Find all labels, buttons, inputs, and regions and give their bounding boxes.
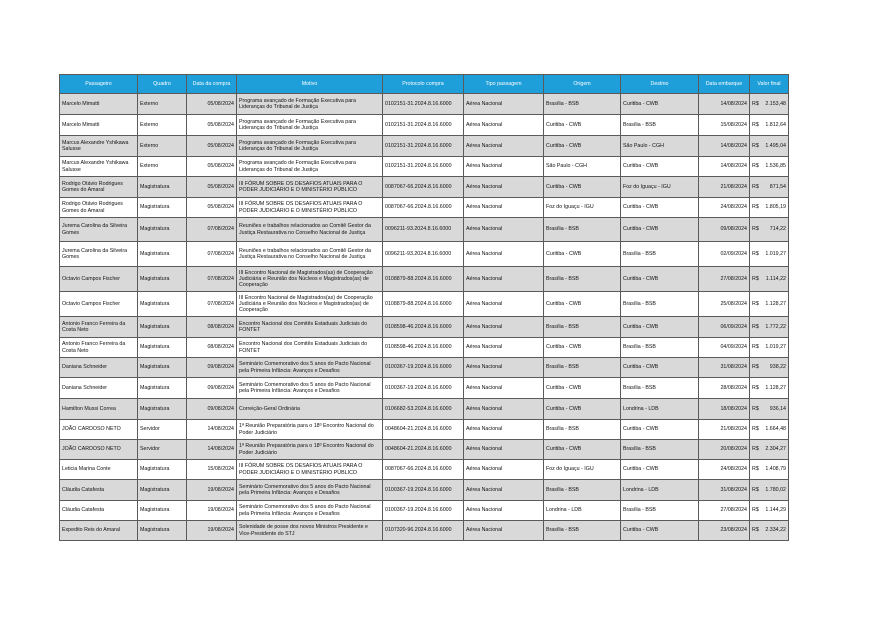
destino-cell: Brasília - BSB	[621, 440, 699, 460]
valor-final-cell	[750, 358, 789, 378]
valor-final-cell	[750, 501, 789, 521]
table-row	[60, 177, 789, 198]
data-compra-cell: 08/08/2024	[187, 317, 237, 338]
header-valor-final: Valor final	[750, 75, 789, 94]
origem-cell: Londrina - LDB	[544, 501, 621, 521]
tipo-passagem-cell: Aérea Nacional	[464, 378, 544, 399]
valor-final-cell	[750, 292, 789, 317]
valor-final-cell	[750, 136, 789, 157]
tipo-passagem-cell: Aérea Nacional	[464, 460, 544, 480]
quadro-cell: Magistratura	[138, 358, 187, 378]
currency-symbol: R$	[752, 275, 759, 282]
origem-cell: São Paulo - CGH	[544, 157, 621, 177]
protocolo-cell: 0108879-88.2024.8.16.6000	[383, 292, 464, 317]
motivo-cell: Seminário Comemorativo dos 5 anos do Pacto Nacional pela Primeira Infância: Avanços e Desafios	[237, 480, 383, 501]
destino-cell: Curitiba - CWB	[621, 317, 699, 338]
protocolo-cell: 0087067-66.2024.8.16.6000	[383, 460, 464, 480]
data-compra-cell: 07/08/2024	[187, 242, 237, 267]
data-embarque-cell: 04/09/2024	[699, 338, 750, 358]
destino-cell: Curitiba - CWB	[621, 420, 699, 440]
amount-value: 714,22	[769, 226, 786, 233]
origem-cell: Foz do Iguaçu - IGU	[544, 460, 621, 480]
tipo-passagem-cell: Aérea Nacional	[464, 115, 544, 136]
quadro-cell: Servidor	[138, 420, 187, 440]
tipo-passagem-cell: Aérea Nacional	[464, 317, 544, 338]
quadro-cell: Magistratura	[138, 177, 187, 198]
data-embarque-cell: 31/08/2024	[699, 358, 750, 378]
valor-final-cell	[750, 94, 789, 115]
header-data-compra: Data da compra	[187, 75, 237, 94]
valor-final-cell	[750, 242, 789, 267]
table-row	[60, 292, 789, 317]
protocolo-cell: 0102151-31.2024.8.16.6000	[383, 115, 464, 136]
currency-symbol: R$	[752, 323, 759, 330]
origem-cell: Curitiba - CWB	[544, 115, 621, 136]
table-row	[60, 218, 789, 242]
data-compra-cell: 09/08/2024	[187, 358, 237, 378]
quadro-cell: Magistratura	[138, 218, 187, 242]
motivo-cell: III FÓRUM SOBRE OS DESAFIOS ATUAIS PARA O PODER JUDICIÁRIO E O MINISTÉRIO PÚBLICO	[237, 198, 383, 218]
quadro-cell: Externo	[138, 94, 187, 115]
quadro-cell: Externo	[138, 115, 187, 136]
currency-symbol: R$	[752, 364, 759, 371]
origem-cell: Curitiba - CWB	[544, 292, 621, 317]
currency-symbol: R$	[752, 446, 759, 453]
motivo-cell: 1ª Reunião Preparatória para o 18º Encontro Nacional do Poder Judiciário	[237, 420, 383, 440]
passageiro-cell: Cláudia Catafesta	[60, 501, 138, 521]
origem-cell: Brasília - BSB	[544, 218, 621, 242]
header-data-embarque: Data embarque	[699, 75, 750, 94]
tipo-passagem-cell: Aérea Nacional	[464, 198, 544, 218]
data-embarque-cell: 21/08/2024	[699, 177, 750, 198]
quadro-cell: Magistratura	[138, 460, 187, 480]
amount-value: 1.664,48	[765, 426, 786, 433]
passageiro-cell: Cláudia Catafesta	[60, 480, 138, 501]
passageiro-cell: Antonio Franco Ferreira da Costa Neto	[60, 317, 138, 338]
protocolo-cell: 0048604-21.2024.8.16.6000	[383, 420, 464, 440]
data-embarque-cell: 25/08/2024	[699, 292, 750, 317]
header-destino: Destino	[621, 75, 699, 94]
currency-symbol: R$	[752, 466, 759, 473]
data-compra-cell: 09/08/2024	[187, 399, 237, 420]
data-embarque-cell: 20/08/2024	[699, 440, 750, 460]
tipo-passagem-cell: Aérea Nacional	[464, 501, 544, 521]
travel-expenses-table	[59, 74, 789, 541]
data-compra-cell: 05/08/2024	[187, 198, 237, 218]
quadro-cell: Magistratura	[138, 292, 187, 317]
passageiro-cell: Octavio Campos Fischer	[60, 267, 138, 292]
table-row	[60, 317, 789, 338]
motivo-cell: III FÓRUM SOBRE OS DESAFIOS ATUAIS PARA O PODER JUDICIÁRIO E O MINISTÉRIO PÚBLICO	[237, 460, 383, 480]
valor-final-cell	[750, 267, 789, 292]
origem-cell: Curitiba - CWB	[544, 136, 621, 157]
data-compra-cell: 14/08/2024	[187, 440, 237, 460]
passageiro-cell: Marcus Alexandre Yshikawa Salusse	[60, 157, 138, 177]
tipo-passagem-cell: Aérea Nacional	[464, 157, 544, 177]
data-embarque-cell: 15/08/2024	[699, 115, 750, 136]
quadro-cell: Externo	[138, 157, 187, 177]
currency-symbol: R$	[752, 163, 759, 170]
amount-value: 2.153,48	[765, 100, 786, 107]
origem-cell: Curitiba - CWB	[544, 177, 621, 198]
passageiro-cell: Antonio Franco Ferreira da Costa Neto	[60, 338, 138, 358]
currency-symbol: R$	[752, 142, 759, 149]
header-protocolo: Protocolo compra	[383, 75, 464, 94]
amount-value: 936,14	[769, 405, 786, 412]
origem-cell: Brasília - BSB	[544, 420, 621, 440]
tipo-passagem-cell: Aérea Nacional	[464, 420, 544, 440]
data-compra-cell: 05/08/2024	[187, 177, 237, 198]
passageiro-cell: Marcus Alexandre Yshikawa Salusse	[60, 136, 138, 157]
tipo-passagem-cell: Aérea Nacional	[464, 521, 544, 541]
data-compra-cell: 05/08/2024	[187, 136, 237, 157]
quadro-cell: Magistratura	[138, 267, 187, 292]
valor-final-cell	[750, 378, 789, 399]
protocolo-cell: 0102151-31.2024.8.16.6000	[383, 94, 464, 115]
motivo-cell: Programa avançado de Formação Executiva para Lideranças do Tribunal de Justiça	[237, 157, 383, 177]
protocolo-cell: 0108879-88.2024.8.16.6000	[383, 267, 464, 292]
data-compra-cell: 07/08/2024	[187, 218, 237, 242]
currency-symbol: R$	[752, 486, 759, 493]
table-row	[60, 198, 789, 218]
destino-cell: Londrina - LDB	[621, 480, 699, 501]
data-compra-cell: 14/08/2024	[187, 420, 237, 440]
data-embarque-cell: 31/08/2024	[699, 480, 750, 501]
data-embarque-cell: 02/09/2024	[699, 242, 750, 267]
tipo-passagem-cell: Aérea Nacional	[464, 338, 544, 358]
header-motivo: Motivo	[237, 75, 383, 94]
tipo-passagem-cell: Aérea Nacional	[464, 292, 544, 317]
valor-final-cell	[750, 218, 789, 242]
data-compra-cell: 05/08/2024	[187, 115, 237, 136]
amount-value: 2.304,27	[765, 446, 786, 453]
header-quadro: Quadro	[138, 75, 187, 94]
amount-value: 1.019,27	[765, 344, 786, 351]
passageiro-cell: JOÃO CARDOSO NETO	[60, 440, 138, 460]
amount-value: 1.780,02	[765, 486, 786, 493]
data-embarque-cell: 21/08/2024	[699, 420, 750, 440]
table-row	[60, 378, 789, 399]
passageiro-cell: Octavio Campos Fischer	[60, 292, 138, 317]
origem-cell: Curitiba - CWB	[544, 399, 621, 420]
protocolo-cell: 0048604-21.2024.8.16.6000	[383, 440, 464, 460]
origem-cell: Curitiba - CWB	[544, 338, 621, 358]
valor-final-cell	[750, 420, 789, 440]
passageiro-cell: Leticia Marina Conte	[60, 460, 138, 480]
destino-cell: Londrina - LDB	[621, 399, 699, 420]
protocolo-cell: 0100367-19.2024.8.16.6000	[383, 501, 464, 521]
motivo-cell: Correição-Geral Ordinária	[237, 399, 383, 420]
data-embarque-cell: 27/08/2024	[699, 501, 750, 521]
valor-final-cell	[750, 198, 789, 218]
table-row	[60, 501, 789, 521]
destino-cell: Brasília - BSB	[621, 292, 699, 317]
destino-cell: Brasília - BSB	[621, 378, 699, 399]
amount-value: 1.019,27	[765, 250, 786, 257]
valor-final-cell	[750, 157, 789, 177]
origem-cell: Brasília - BSB	[544, 267, 621, 292]
table-row	[60, 242, 789, 267]
table-row	[60, 338, 789, 358]
destino-cell: São Paulo - CGH	[621, 136, 699, 157]
currency-symbol: R$	[752, 426, 759, 433]
protocolo-cell: 0096211-93.2024.8.16.6000	[383, 242, 464, 267]
quadro-cell: Magistratura	[138, 317, 187, 338]
currency-symbol: R$	[752, 100, 759, 107]
tipo-passagem-cell: Aérea Nacional	[464, 480, 544, 501]
data-compra-cell: 07/08/2024	[187, 267, 237, 292]
data-compra-cell: 19/08/2024	[187, 501, 237, 521]
passageiro-cell: Marcelo Mimatti	[60, 115, 138, 136]
table-row	[60, 94, 789, 115]
amount-value: 1.812,64	[765, 121, 786, 128]
tipo-passagem-cell: Aérea Nacional	[464, 177, 544, 198]
valor-final-cell	[750, 177, 789, 198]
data-compra-cell: 19/08/2024	[187, 521, 237, 541]
passageiro-cell: Marcelo Mimatti	[60, 94, 138, 115]
header-passageiro: Passageiro	[60, 75, 138, 94]
data-compra-cell: 09/08/2024	[187, 378, 237, 399]
destino-cell: Brasília - BSB	[621, 338, 699, 358]
table-row	[60, 420, 789, 440]
amount-value: 2.334,22	[765, 527, 786, 534]
destino-cell: Curitiba - CWB	[621, 198, 699, 218]
passageiro-cell: Rodrigo Otávio Rodrigues Gomes do Amaral	[60, 177, 138, 198]
passageiro-cell: Daniana Schneider	[60, 358, 138, 378]
motivo-cell: III FÓRUM SOBRE OS DESAFIOS ATUAIS PARA O PODER JUDICIÁRIO E O MINISTÉRIO PÚBLICO	[237, 177, 383, 198]
valor-final-cell	[750, 317, 789, 338]
motivo-cell: Solenidade de posse dos novos Ministros Presidente e Vice-Presidente do STJ	[237, 521, 383, 541]
tipo-passagem-cell: Aérea Nacional	[464, 218, 544, 242]
amount-value: 1.408,79	[765, 466, 786, 473]
valor-final-cell	[750, 521, 789, 541]
motivo-cell: Reuniões e trabalhos relacionados ao Comitê Gestor da Justiça Restaurativa no Conselho Nacional de Justiça	[237, 242, 383, 267]
data-compra-cell: 05/08/2024	[187, 94, 237, 115]
table-row	[60, 460, 789, 480]
data-compra-cell: 19/08/2024	[187, 480, 237, 501]
amount-value: 1.144,29	[765, 507, 786, 514]
protocolo-cell: 0096211-93.2024.8.16.6000	[383, 218, 464, 242]
origem-cell: Curitiba - CWB	[544, 378, 621, 399]
protocolo-cell: 0102151-31.2024.8.16.6000	[383, 136, 464, 157]
data-embarque-cell: 06/09/2024	[699, 317, 750, 338]
origem-cell: Curitiba - CWB	[544, 242, 621, 267]
destino-cell: Curitiba - CWB	[621, 460, 699, 480]
currency-symbol: R$	[752, 344, 759, 351]
passageiro-cell: Hamilton Mussi Correa	[60, 399, 138, 420]
currency-symbol: R$	[752, 183, 759, 190]
table-row	[60, 136, 789, 157]
data-compra-cell: 05/08/2024	[187, 157, 237, 177]
currency-symbol: R$	[752, 204, 759, 211]
tipo-passagem-cell: Aérea Nacional	[464, 358, 544, 378]
motivo-cell: Seminário Comemorativo dos 5 anos do Pacto Nacional pela Primeira Infância: Avanços e Desafios	[237, 358, 383, 378]
origem-cell: Brasília - BSB	[544, 94, 621, 115]
destino-cell: Curitiba - CWB	[621, 157, 699, 177]
data-compra-cell: 15/08/2024	[187, 460, 237, 480]
quadro-cell: Magistratura	[138, 378, 187, 399]
protocolo-cell: 0108598-46.2024.8.16.6000	[383, 317, 464, 338]
data-embarque-cell: 09/08/2024	[699, 218, 750, 242]
motivo-cell: Programa avançado de Formação Executiva para Lideranças do Tribunal de Justiça	[237, 94, 383, 115]
destino-cell: Brasília - BSB	[621, 115, 699, 136]
currency-symbol: R$	[752, 405, 759, 412]
protocolo-cell: 0107320-96.2024.8.16.6000	[383, 521, 464, 541]
header-row	[60, 75, 789, 94]
tipo-passagem-cell: Aérea Nacional	[464, 242, 544, 267]
table-row	[60, 399, 789, 420]
amount-value: 938,22	[769, 364, 786, 371]
valor-final-cell	[750, 338, 789, 358]
motivo-cell: Seminário Comemorativo dos 5 anos do Pacto Nacional pela Primeira Infância: Avanços e Desafios	[237, 378, 383, 399]
destino-cell: Curitiba - CWB	[621, 358, 699, 378]
destino-cell: Brasília - BSB	[621, 242, 699, 267]
quadro-cell: Magistratura	[138, 480, 187, 501]
quadro-cell: Magistratura	[138, 399, 187, 420]
header-origem: Origem	[544, 75, 621, 94]
quadro-cell: Servidor	[138, 440, 187, 460]
table-row	[60, 157, 789, 177]
data-embarque-cell: 14/08/2024	[699, 94, 750, 115]
origem-cell: Foz do Iguaçu - IGU	[544, 198, 621, 218]
table-row	[60, 480, 789, 501]
quadro-cell: Magistratura	[138, 521, 187, 541]
origem-cell: Brasília - BSB	[544, 317, 621, 338]
table-row	[60, 267, 789, 292]
currency-symbol: R$	[752, 250, 759, 257]
passageiro-cell: Daniana Schneider	[60, 378, 138, 399]
motivo-cell: Encontro Nacional dos Comitês Estaduais Judiciais do FONTET	[237, 317, 383, 338]
motivo-cell: Encontro Nacional dos Comitês Estaduais Judiciais do FONTET	[237, 338, 383, 358]
tipo-passagem-cell: Aérea Nacional	[464, 94, 544, 115]
amount-value: 1.128,27	[765, 384, 786, 391]
destino-cell: Curitiba - CWB	[621, 267, 699, 292]
origem-cell: Brasília - BSB	[544, 480, 621, 501]
quadro-cell: Magistratura	[138, 501, 187, 521]
data-compra-cell: 07/08/2024	[187, 292, 237, 317]
data-embarque-cell: 18/08/2024	[699, 399, 750, 420]
valor-final-cell	[750, 460, 789, 480]
origem-cell: Brasília - BSB	[544, 521, 621, 541]
tipo-passagem-cell: Aérea Nacional	[464, 399, 544, 420]
motivo-cell: III Encontro Nacional de Magistrados(as) de Cooperação Judiciária e Reunião dos Núcleos e Magistrados(as) de Cooperação	[237, 292, 383, 317]
motivo-cell: Seminário Comemorativo dos 5 anos do Pacto Nacional pela Primeira Infância: Avanços e Desafios	[237, 501, 383, 521]
data-embarque-cell: 24/08/2024	[699, 460, 750, 480]
valor-final-cell	[750, 399, 789, 420]
valor-final-cell	[750, 440, 789, 460]
protocolo-cell: 0087067-66.2024.8.16.6000	[383, 177, 464, 198]
valor-final-cell	[750, 480, 789, 501]
table-row	[60, 440, 789, 460]
amount-value: 871,54	[769, 183, 786, 190]
amount-value: 1.495,04	[765, 142, 786, 149]
motivo-cell: Programa avançado de Formação Executiva para Lideranças do Tribunal de Justiça	[237, 115, 383, 136]
valor-final-cell	[750, 115, 789, 136]
data-embarque-cell: 28/08/2024	[699, 378, 750, 399]
protocolo-cell: 0087067-66.2024.8.16.6000	[383, 198, 464, 218]
destino-cell: Curitiba - CWB	[621, 94, 699, 115]
data-embarque-cell: 27/08/2024	[699, 267, 750, 292]
quadro-cell: Magistratura	[138, 338, 187, 358]
header-tipo-passagem: Tipo passagem	[464, 75, 544, 94]
motivo-cell: 1ª Reunião Preparatória para o 18º Encontro Nacional do Poder Judiciário	[237, 440, 383, 460]
protocolo-cell: 0100367-19.2024.8.16.6000	[383, 480, 464, 501]
amount-value: 1.805,19	[765, 204, 786, 211]
tipo-passagem-cell: Aérea Nacional	[464, 136, 544, 157]
protocolo-cell: 0108598-46.2024.8.16.6000	[383, 338, 464, 358]
origem-cell: Brasília - BSB	[544, 358, 621, 378]
data-compra-cell: 08/08/2024	[187, 338, 237, 358]
tipo-passagem-cell: Aérea Nacional	[464, 440, 544, 460]
origem-cell: Curitiba - CWB	[544, 440, 621, 460]
data-embarque-cell: 14/08/2024	[699, 157, 750, 177]
quadro-cell: Magistratura	[138, 198, 187, 218]
data-embarque-cell: 14/08/2024	[699, 136, 750, 157]
protocolo-cell: 0106682-53.2024.8.16.6000	[383, 399, 464, 420]
data-embarque-cell: 23/08/2024	[699, 521, 750, 541]
passageiro-cell: Jurema Carolina da Silveira Gomes	[60, 242, 138, 267]
destino-cell: Brasília - BSB	[621, 501, 699, 521]
amount-value: 1.772,22	[765, 323, 786, 330]
currency-symbol: R$	[752, 121, 759, 128]
passageiro-cell: JOÃO CARDOSO NETO	[60, 420, 138, 440]
protocolo-cell: 0100367-19.2024.8.16.6000	[383, 378, 464, 399]
destino-cell: Foz do Iguaçu - IGU	[621, 177, 699, 198]
amount-value: 1.114,22	[765, 275, 786, 282]
motivo-cell: Programa avançado de Formação Executiva para Lideranças do Tribunal de Justiça	[237, 136, 383, 157]
protocolo-cell: 0102151-31.2024.8.16.6000	[383, 157, 464, 177]
passageiro-cell: Rodrigo Otávio Rodrigues Gomes do Amaral	[60, 198, 138, 218]
currency-symbol: R$	[752, 300, 759, 307]
currency-symbol: R$	[752, 226, 759, 233]
motivo-cell: III Encontro Nacional de Magistrados(as) de Cooperação Judiciária e Reunião dos Núcleos e Magistrados(as) de Cooperação	[237, 267, 383, 292]
passageiro-cell: Jurema Carolina da Silveira Gomes	[60, 218, 138, 242]
quadro-cell: Magistratura	[138, 242, 187, 267]
passageiro-cell: Expedito Reis do Amaral	[60, 521, 138, 541]
quadro-cell: Externo	[138, 136, 187, 157]
tipo-passagem-cell: Aérea Nacional	[464, 267, 544, 292]
currency-symbol: R$	[752, 527, 759, 534]
motivo-cell: Reuniões e trabalhos relacionados ao Comitê Gestor da Justiça Restaurativa no Conselho Nacional de Justiça	[237, 218, 383, 242]
destino-cell: Curitiba - CWB	[621, 218, 699, 242]
table-row	[60, 115, 789, 136]
data-embarque-cell: 24/08/2024	[699, 198, 750, 218]
table-row	[60, 358, 789, 378]
currency-symbol: R$	[752, 507, 759, 514]
amount-value: 1.536,85	[765, 163, 786, 170]
destino-cell: Curitiba - CWB	[621, 521, 699, 541]
table-row	[60, 521, 789, 541]
protocolo-cell: 0100367-19.2024.8.16.6000	[383, 358, 464, 378]
amount-value: 1.128,27	[765, 300, 786, 307]
currency-symbol: R$	[752, 384, 759, 391]
